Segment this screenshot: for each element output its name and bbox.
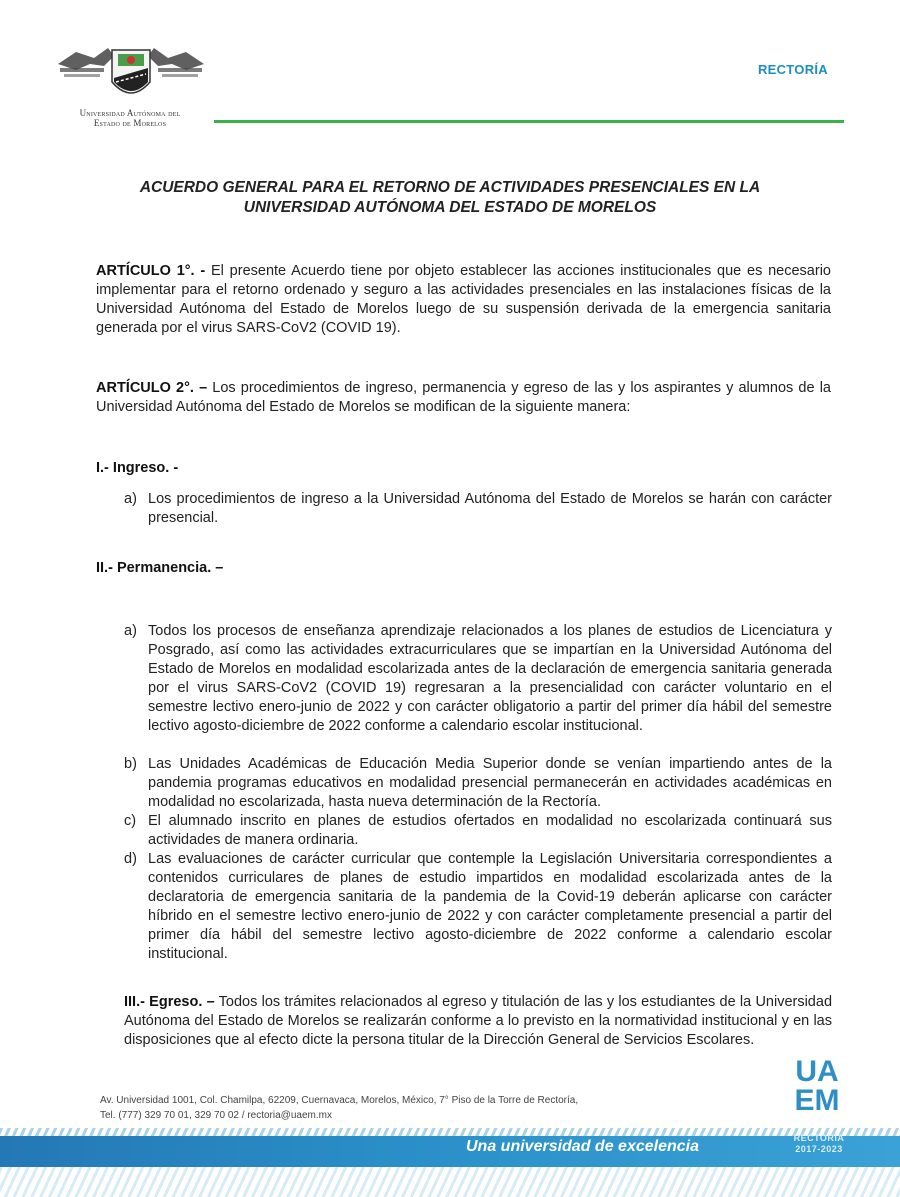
- university-name: [55, 108, 205, 128]
- list-item: [124, 812, 832, 850]
- footer-tenure-line1: RECTORÍA: [793, 1133, 845, 1143]
- list-item-label: d): [124, 851, 137, 867]
- list-item: [124, 850, 832, 964]
- list-item-text: Todos los procesos de enseñanza aprendizaje relacionados a los planes de estudios de Licenciatura y Posgrado, así como las actividades extracurriculares que se impartían en la Universidad Autónoma del Estado de Morelos en modalidad escolarizada antes de la declaración de emergencia sanitaria generada por el virus SARS-CoV2 (COVID 19) regresaran a la presencialidad con carácter voluntario en el semestre lectivo enero-junio de 2022 y con carácter obligatorio a partir del primer día hábil del semestre lectivo agosto-diciembre de 2022 conforme a calendario escolar institucional.: [148, 623, 832, 734]
- footer-blue-band: [0, 1136, 900, 1167]
- uaem-logo-line2: EM: [794, 1084, 840, 1117]
- uaem-logo-line1: UA: [795, 1055, 839, 1088]
- list-item: [124, 755, 832, 812]
- article-1: [96, 262, 831, 338]
- section-egreso-label: III.- Egreso. –: [124, 994, 215, 1010]
- section-egreso-text: Todos los trámites relacionados al egreso y titulación de las y los estudiantes de la Universidad Autónoma del Estado de Morelos se realizarán conforme a lo previsto en la normatividad institucional y en las disposiciones que al efecto dicte la persona titular de la Dirección General de Servicios Escolares.: [124, 994, 833, 1048]
- article-2-text: Los procedimientos de ingreso, permanencia y egreso de las y los aspirantes y alumnos de la Universidad Autónoma del Estado de Morelos se modifican de la siguiente manera:: [96, 380, 831, 415]
- seal-icon: [56, 38, 206, 106]
- footer-tenure-line2: 2017-2023: [795, 1144, 843, 1154]
- footer-band: [0, 1128, 900, 1197]
- header-divider: [214, 120, 844, 123]
- list-item-label: a): [124, 491, 137, 507]
- footer-stripe-top: [0, 1128, 900, 1136]
- section-ingreso-heading: I.- Ingreso. -: [96, 460, 179, 476]
- document-title-line2: UNIVERSIDAD AUTÓNOMA DEL ESTADO DE MORELOS: [243, 199, 657, 216]
- university-name-line2: Estado de Morelos: [93, 118, 167, 128]
- list-item-text: El alumnado inscrito en planes de estudios ofertados en modalidad no escolarizada continuará sus actividades de manera ordinaria.: [148, 813, 832, 848]
- uaem-logo: [787, 1057, 847, 1115]
- article-1-label: ARTÍCULO 1°. -: [96, 263, 206, 279]
- list-item-text: Las Unidades Académicas de Educación Media Superior donde se venían impartiendo antes de la pandemia programas educativos en modalidad presencial permanecerán en actividades académicas en modalidad no escolarizada, hasta nueva determinación de la Rectoría.: [148, 756, 832, 810]
- list-item-label: a): [124, 623, 137, 639]
- footer-stripe-bottom: [0, 1167, 900, 1197]
- list-item: [124, 490, 832, 528]
- list-item-label: b): [124, 756, 137, 772]
- document-title: [100, 178, 800, 218]
- footer-contact-line: Tel. (777) 329 70 01, 329 70 02 / rectoria@uaem.mx: [100, 1110, 332, 1121]
- list-item-text: Los procedimientos de ingreso a la Universidad Autónoma del Estado de Morelos se harán con carácter presencial.: [148, 491, 832, 526]
- footer-address-line: Av. Universidad 1001, Col. Chamilpa, 62209, Cuernavaca, Morelos, México, 7° Piso de la Torre de Rectoría,: [100, 1095, 579, 1106]
- university-name-line1: Universidad Autónoma del: [79, 108, 181, 118]
- list-item-label: c): [124, 813, 137, 829]
- article-2-label: ARTÍCULO 2°. –: [96, 380, 208, 396]
- department-label: RECTORÍA: [757, 62, 828, 77]
- document-title-line1: ACUERDO GENERAL PARA EL RETORNO DE ACTIVIDADES PRESENCIALES EN LA: [139, 179, 761, 196]
- list-item: [124, 622, 832, 736]
- footer-address: [100, 1093, 720, 1123]
- footer-tenure: [786, 1133, 852, 1155]
- section-permanencia-heading: II.- Permanencia. –: [96, 560, 224, 576]
- section-egreso: [124, 993, 832, 1050]
- footer-tagline: Una universidad de excelencia: [466, 1138, 699, 1155]
- article-2: [96, 379, 831, 417]
- list-item-text: Las evaluaciones de carácter curricular que contemple la Legislación Universitaria correspondientes a contenidos curriculares de planes de estudio impartidos en modalidad escolarizada antes de la declaratoria de emergencia sanitaria de la pandemia de la Covid-19 deberán aplicarse con carácter híbrido en el semestre lectivo enero-junio de 2022 y con carácter completamente presencial a partir del primer día hábil del semestre lectivo agosto-diciembre de 2022 conforme a calendario escolar institucional.: [148, 851, 832, 962]
- article-1-text: El presente Acuerdo tiene por objeto establecer las acciones institucionales que es necesario implementar para el retorno ordenado y seguro a las actividades presenciales en las instalaciones físicas de la Universidad Autónoma del Estado de Morelos luego de su suspensión derivada de la emergencia sanitaria generada por el virus SARS-CoV2 (COVID 19).: [96, 263, 831, 336]
